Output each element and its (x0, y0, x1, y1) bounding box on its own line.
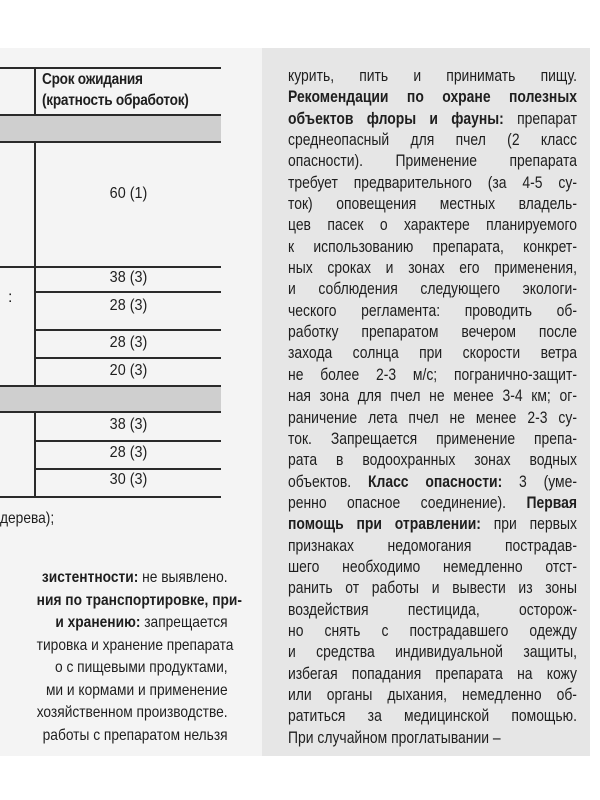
table-cell: 38 (3) (109, 416, 148, 433)
text-line (288, 472, 577, 493)
text-run: объектов. (288, 472, 368, 491)
text-run: ренно опасное соединение). (288, 493, 527, 512)
text-line (288, 600, 577, 621)
shaded-band (0, 116, 221, 141)
bold-run: Класс опасности: (367, 472, 503, 491)
bold-run: зистентности: (41, 569, 139, 586)
text-run: ных сроках и зонах его применения, (288, 259, 577, 278)
text-run: признаках недомогания пострадав- (288, 536, 577, 555)
text-run: хозяйственном производстве. (36, 704, 228, 721)
bold-run: и хранению: (55, 614, 141, 631)
row-border (35, 291, 221, 293)
row-border (35, 440, 221, 442)
text-line (288, 215, 577, 236)
text-run: 3 (уме- (502, 472, 577, 491)
text-line (288, 173, 577, 194)
text-line (288, 557, 577, 578)
bold-run: объектов флоры и фауны: (288, 109, 504, 128)
row-border (35, 468, 221, 470)
text-run: запрещается (140, 614, 228, 631)
text-run: ратиться за медицинской помощью. (288, 707, 577, 726)
text-run: не выявлено. (138, 569, 228, 586)
text-run: раничение лета пчел не менее 2-3 су- (288, 408, 577, 427)
text-run: работку препаратом вечером после (288, 323, 577, 342)
text-line (288, 365, 577, 386)
text-run: или органы дыхания, немедленно об- (288, 685, 577, 704)
text-run: воздействия пестицида, осторож- (288, 600, 577, 619)
text-run: о с пищевыми продуктами, (54, 659, 228, 676)
text-line (288, 258, 577, 279)
text-run: опасности). Применение препарата (288, 152, 577, 171)
text-line (288, 450, 577, 471)
bold-run: ния по транспортировке, при- (36, 591, 242, 609)
text-line (288, 664, 577, 685)
text-run: и средства индивидуальной защиты, (288, 643, 577, 662)
text-run: захода солнца при скорости ветра (288, 344, 577, 363)
left-paragraph (0, 567, 262, 747)
text-line (288, 429, 577, 450)
text-line (288, 151, 577, 172)
text-run: требует предварительного (за 4-5 су- (288, 173, 577, 192)
text-line (288, 301, 577, 322)
bold-run: Рекомендации по охране полезных (288, 88, 577, 107)
text-line (288, 109, 577, 130)
left-page (0, 48, 262, 756)
table-cell: 38 (3) (109, 269, 148, 286)
text-line (288, 728, 577, 749)
text-run: работы с препаратом нельзя (42, 726, 228, 744)
text-line (288, 237, 577, 258)
text-line (288, 514, 577, 535)
text-run: ми и кормами и применение (45, 681, 228, 699)
text-run: ная зона для пчел не менее 3-4 км; ог- (288, 387, 577, 406)
table-bottom-border (0, 496, 221, 498)
text-run: не более 2-3 м/с; погранично-защит- (288, 365, 577, 384)
table-column-divider (34, 142, 36, 267)
shaded-band (0, 387, 221, 411)
table-cell: 28 (3) (109, 334, 148, 351)
table-column-divider (34, 267, 36, 386)
text-line (288, 130, 577, 151)
text-line (288, 87, 577, 108)
text-run: и соблюдения следующего экологи- (288, 280, 577, 299)
text-run: среднеопасный для пчел (2 класс (288, 131, 577, 150)
bold-run: Первая (526, 493, 577, 512)
text-run: но снять с пострадавшего одежду (288, 621, 577, 640)
table-column-divider (34, 412, 36, 496)
text-run: ранить от работы и вывести из зоны (288, 579, 577, 598)
bold-run: помощь при отравлении: (288, 515, 481, 534)
table-cell: 20 (3) (109, 362, 148, 379)
text-run: шего необходимо немедленно отст- (288, 557, 577, 576)
text-run: ток) оповещения местных владель- (288, 195, 577, 214)
text-run: ток. Запрещается применение препа- (288, 429, 577, 448)
text-run: к использованию препарата, конкрет- (288, 237, 577, 256)
text-line (288, 621, 577, 642)
text-line (288, 685, 577, 706)
text-run: избегая попадания препарата на кожу (288, 664, 577, 683)
text-run: тировка и хранение препарата (36, 636, 234, 654)
text-line (288, 493, 577, 514)
text-run: при первых (480, 515, 577, 534)
table-header (42, 69, 189, 111)
text-line (288, 536, 577, 557)
text-line (288, 322, 577, 343)
header-line-2: (кратность обработок) (42, 92, 189, 109)
text-run: При случайном проглатывании – (288, 728, 501, 747)
table-cell: 28 (3) (109, 297, 148, 314)
text-line (288, 578, 577, 599)
text-line (288, 194, 577, 215)
colon-mark: : (8, 289, 13, 306)
text-run: рата в водоохранных зонах водных (288, 451, 577, 470)
text-run: ческого регламента: проводить об- (288, 301, 577, 320)
text-run: препарат (503, 109, 577, 128)
waiting-period-table (0, 67, 221, 497)
right-page-text (288, 66, 578, 749)
text-line (288, 343, 577, 364)
text-run: дерева); (0, 510, 55, 527)
text-line (288, 642, 577, 663)
text-run: цев пасек о характере планируемого (288, 216, 577, 235)
left-text-line (0, 508, 262, 531)
row-border (35, 357, 221, 359)
table-header-divider (34, 67, 36, 115)
text-run: курить, пить и принимать пищу. (288, 67, 577, 85)
text-line (288, 706, 577, 727)
row-border (35, 329, 221, 331)
table-cell: 30 (3) (109, 471, 148, 488)
table-cell: 60 (1) (109, 185, 148, 202)
text-line (288, 386, 577, 407)
header-line-1: Срок ожидания (42, 71, 143, 88)
text-line (288, 279, 577, 300)
text-line (288, 66, 577, 87)
table-cell: 28 (3) (109, 444, 148, 461)
text-line (288, 408, 577, 429)
